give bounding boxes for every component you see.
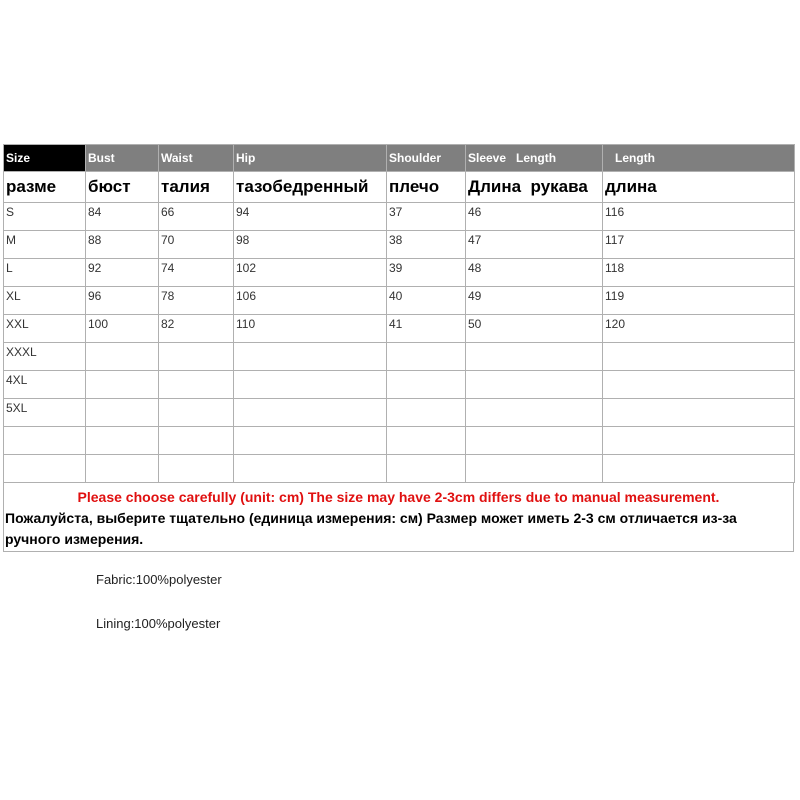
header-ru-shoulder: плечо — [387, 172, 466, 203]
table-cell-bust — [86, 427, 159, 455]
table-cell-sleeve-length — [466, 287, 603, 315]
cell-value: XXL — [6, 317, 29, 331]
cell-value: 102 — [236, 261, 257, 275]
table-cell-length — [603, 203, 795, 231]
cell-value: S — [6, 205, 15, 219]
cell-value: 118 — [605, 261, 625, 275]
table-cell-length — [603, 259, 795, 287]
cell-value: 120 — [605, 317, 626, 331]
table-cell-length — [603, 455, 795, 483]
table-cell-size — [4, 399, 86, 427]
cell-value: 50 — [468, 317, 482, 331]
cell-value: 37 — [389, 205, 403, 219]
cell-value: 40 — [389, 289, 403, 303]
cell-value: XL — [6, 289, 21, 303]
table-cell-shoulder — [387, 287, 466, 315]
size-table — [3, 144, 795, 483]
table-cell-size — [4, 455, 86, 483]
table-cell-sleeve-length — [466, 259, 603, 287]
table-cell-sleeve-length — [466, 371, 603, 399]
table-cell-waist — [159, 371, 234, 399]
table-cell-hip — [234, 231, 387, 259]
table-cell-bust — [86, 315, 159, 343]
table-row — [4, 343, 795, 371]
cell-value: 78 — [161, 289, 175, 303]
table-cell-length — [603, 371, 795, 399]
table-cell-length — [603, 231, 795, 259]
table-cell-shoulder — [387, 315, 466, 343]
cell-value: 48 — [468, 261, 482, 275]
cell-value: 116 — [605, 205, 625, 219]
table-cell-sleeve-length — [466, 343, 603, 371]
cell-value: 117 — [605, 233, 625, 247]
table-cell-shoulder — [387, 399, 466, 427]
table-cell-waist — [159, 203, 234, 231]
table-cell-hip — [234, 343, 387, 371]
cell-value: M — [6, 233, 16, 247]
table-cell-shoulder — [387, 259, 466, 287]
table-row — [4, 399, 795, 427]
table-cell-waist — [159, 287, 234, 315]
table-cell-bust — [86, 203, 159, 231]
table-cell-bust — [86, 287, 159, 315]
cell-value: 119 — [605, 289, 625, 303]
table-row — [4, 315, 795, 343]
table-cell-sleeve-length — [466, 203, 603, 231]
table-cell-size — [4, 315, 86, 343]
header-en-waist: Waist — [159, 145, 234, 172]
table-cell-hip — [234, 203, 387, 231]
table-cell-sleeve-length — [466, 315, 603, 343]
header-ru-size: разме — [4, 172, 86, 203]
notice-box — [3, 483, 794, 552]
table-cell-size — [4, 371, 86, 399]
table-cell-shoulder — [387, 231, 466, 259]
table-cell-size — [4, 343, 86, 371]
header-ru-waist: талия — [159, 172, 234, 203]
header-en-size: Size — [4, 145, 86, 172]
table-row — [4, 427, 795, 455]
cell-value: XXXL — [6, 345, 37, 359]
table-cell-bust — [86, 259, 159, 287]
table-cell-waist — [159, 343, 234, 371]
table-cell-hip — [234, 371, 387, 399]
table-cell-bust — [86, 455, 159, 483]
table-cell-sleeve-length — [466, 231, 603, 259]
cell-value: 96 — [88, 289, 102, 303]
table-cell-length — [603, 315, 795, 343]
cell-value: L — [6, 261, 13, 275]
cell-value: 92 — [88, 261, 102, 275]
table-row — [4, 203, 795, 231]
header-ru-length: длина — [603, 172, 795, 203]
table-cell-sleeve-length — [466, 455, 603, 483]
table-row — [4, 231, 795, 259]
table-cell-hip — [234, 259, 387, 287]
table-cell-hip — [234, 399, 387, 427]
table-cell-length — [603, 427, 795, 455]
table-cell-bust — [86, 399, 159, 427]
cell-value: 47 — [468, 233, 482, 247]
table-cell-sleeve-length — [466, 399, 603, 427]
table-cell-size — [4, 203, 86, 231]
cell-value: 88 — [88, 233, 102, 247]
cell-value: 100 — [88, 317, 109, 331]
table-cell-hip — [234, 455, 387, 483]
table-cell-waist — [159, 315, 234, 343]
table-cell-bust — [86, 343, 159, 371]
header-row-english — [4, 145, 795, 172]
header-ru-hip: тазобедренный — [234, 172, 387, 203]
table-cell-hip — [234, 287, 387, 315]
table-cell-bust — [86, 371, 159, 399]
cell-value: 98 — [236, 233, 250, 247]
cell-value: 41 — [389, 317, 403, 331]
table-cell-hip — [234, 315, 387, 343]
header-en-sleeve-length: Sleeve Length — [466, 145, 603, 172]
cell-value: 38 — [389, 233, 403, 247]
cell-value: 66 — [161, 205, 175, 219]
table-cell-shoulder — [387, 427, 466, 455]
notice-russian: Пожалуйста, выберите тщательно (единица измерения: см) Размер может иметь 2-3 см отличается из-за ручного измерения. — [5, 510, 737, 547]
header-en-bust: Bust — [86, 145, 159, 172]
size-chart — [3, 144, 794, 552]
cell-value: 82 — [161, 317, 175, 331]
cell-value: 84 — [88, 205, 102, 219]
table-cell-size — [4, 259, 86, 287]
table-cell-length — [603, 343, 795, 371]
table-cell-waist — [159, 231, 234, 259]
cell-value: 5XL — [6, 401, 28, 415]
table-row — [4, 371, 795, 399]
fabric-info: Fabric:100%polyester — [96, 572, 222, 587]
header-row-russian — [4, 172, 795, 203]
table-cell-size — [4, 287, 86, 315]
header-ru-sleeve-length: Длина рукава — [466, 172, 603, 203]
cell-value: 94 — [236, 205, 250, 219]
lining-info: Lining:100%polyester — [96, 616, 221, 631]
table-cell-waist — [159, 427, 234, 455]
header-en-length: Length — [603, 145, 795, 172]
table-cell-waist — [159, 399, 234, 427]
header-en-shoulder: Shoulder — [387, 145, 466, 172]
table-cell-length — [603, 287, 795, 315]
table-row — [4, 455, 795, 483]
cell-value: 70 — [161, 233, 175, 247]
cell-value: 74 — [161, 261, 175, 275]
table-cell-shoulder — [387, 371, 466, 399]
table-cell-shoulder — [387, 343, 466, 371]
header-en-hip: Hip — [234, 145, 387, 172]
table-row — [4, 287, 795, 315]
cell-value: 106 — [236, 289, 257, 303]
table-row — [4, 259, 795, 287]
table-cell-size — [4, 231, 86, 259]
table-cell-waist — [159, 455, 234, 483]
table-cell-length — [603, 399, 795, 427]
table-cell-shoulder — [387, 203, 466, 231]
cell-value: 39 — [389, 261, 403, 275]
cell-value: 46 — [468, 205, 482, 219]
cell-value: 4XL — [6, 373, 28, 387]
cell-value: 110 — [236, 317, 256, 331]
table-cell-bust — [86, 231, 159, 259]
cell-value: 49 — [468, 289, 482, 303]
table-cell-shoulder — [387, 455, 466, 483]
table-cell-sleeve-length — [466, 427, 603, 455]
notice-english: Please choose carefully (unit: cm) The size may have 2-3cm differs due to manual measurement. — [77, 489, 720, 505]
table-cell-size — [4, 427, 86, 455]
table-cell-hip — [234, 427, 387, 455]
header-ru-bust: бюст — [86, 172, 159, 203]
table-cell-waist — [159, 259, 234, 287]
